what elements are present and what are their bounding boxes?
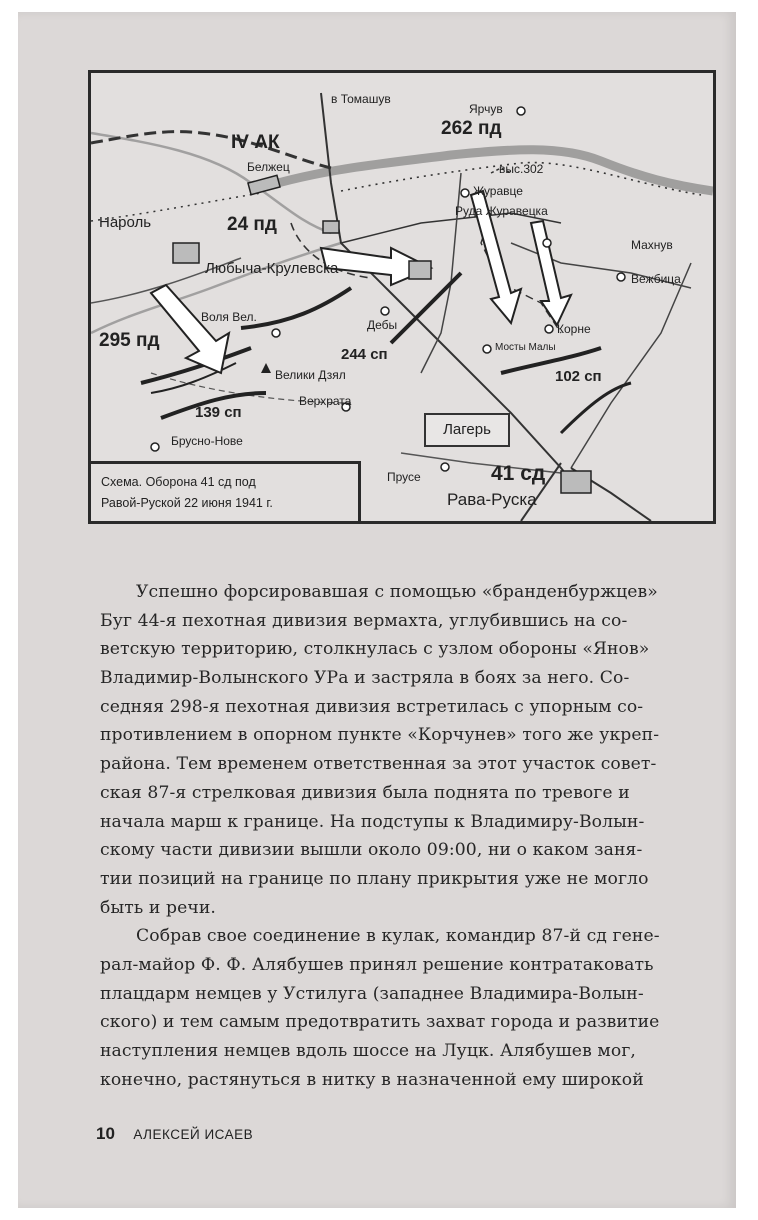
label-deby: Дебы — [367, 318, 398, 332]
text-line: начала марш к границе. На подступы к Владимиру-Волын- — [100, 811, 645, 832]
map-caption — [91, 461, 361, 521]
battle-map — [88, 70, 716, 524]
book-page — [18, 12, 736, 1208]
label-verkhrata: Верхрата — [299, 394, 352, 408]
label-narol: Нароль — [99, 214, 152, 231]
page-footer — [96, 1124, 253, 1144]
text-line: наступления немцев вдоль шоссе на Луцк. Алябушев мог, — [100, 1041, 636, 1061]
text-line: конечно, растянуться в нитку в назначенной ему широкой — [100, 1069, 644, 1090]
text-line: ветскую территорию, столкнулась с узлом обороны «Янов» — [100, 639, 650, 660]
label-295-pd: 295 пд — [99, 330, 160, 351]
running-head-author: АЛЕКСЕЙ ИСАЕВ — [133, 1127, 254, 1142]
text-line: ского) и тем самым предотвратить захват города и развитие — [100, 1012, 660, 1033]
label-iv-ak: IV АК — [231, 132, 280, 153]
label-vys302: выс.302 — [499, 162, 544, 176]
text-line: Собрав свое соединение в кулак, командир 87-й сд гене- — [136, 926, 660, 947]
label-brusno: Брусно-Нове — [171, 434, 243, 448]
text-line: скому части дивизии вышли около 09:00, ни о каком заня- — [100, 840, 643, 861]
text-line: района. Тем временем ответственная за этот участок совет- — [100, 754, 657, 775]
label-velyki: Велики Дзял — [275, 368, 346, 382]
label-mosty: Мосты Малы — [495, 342, 556, 353]
text-line: Буг 44-я пехотная дивизия вермахта, углубившись на со- — [100, 610, 628, 631]
text-line: быть и речи. — [100, 897, 216, 918]
camp-label: Лагерь — [424, 413, 510, 447]
text-line: ская 87-я стрелковая дивизия была поднята по тревоге и — [100, 782, 630, 803]
label-lyubycha: Любыча-Крулевска — [205, 260, 339, 277]
label-volya: Воля Вел. — [201, 310, 257, 324]
text-line: плацдарм немцев у Устилуга (западнее Владимира-Волын- — [100, 983, 644, 1004]
page-number: 10 — [96, 1124, 115, 1143]
map-caption-line1: Схема. Оборона 41 сд под — [101, 475, 256, 489]
label-41-sd: 41 сд — [491, 462, 546, 485]
label-ruda: Руда Журавецка — [455, 204, 548, 218]
text-line: Успешно форсировавшая с помощью «бранденбуржцев» — [136, 582, 658, 602]
label-24-pd: 24 пд — [227, 214, 277, 235]
label-139-sp: 139 сп — [195, 404, 242, 421]
body-text — [100, 578, 712, 1094]
label-vezhbitsa: Вежбица — [631, 272, 681, 286]
label-pruse: Прусе — [387, 470, 421, 484]
label-yarchuv: Ярчув — [469, 102, 503, 116]
label-rava: Рава-Руска — [447, 490, 537, 509]
label-262-pd: 262 пд — [441, 118, 502, 139]
text-line: тии позиций на границе по плану прикрытия уже не могло — [100, 868, 649, 889]
map-drawing — [91, 73, 713, 521]
label-tomashuv: в Томашув — [331, 92, 391, 106]
text-line: противлением в опорном пункте «Корчунев» того же укреп- — [100, 725, 660, 746]
label-zhuravtse: Журавце — [473, 184, 523, 198]
label-102-sp: 102 сп — [555, 368, 602, 385]
label-korne: Корне — [557, 322, 591, 336]
text-line: рал-майор Ф. Ф. Алябушев принял решение контратаковать — [100, 954, 654, 975]
map-caption-line2: Равой-Руской 22 июня 1941 г. — [101, 496, 273, 510]
label-belzhets: Белжец — [247, 160, 290, 174]
text-line: Владимир-Волынского УРа и застряла в боях за него. Со- — [100, 668, 630, 689]
label-makhnuv: Махнув — [631, 238, 673, 252]
label-244-sp: 244 сп — [341, 346, 388, 363]
text-line: седняя 298-я пехотная дивизия встретилась с упорным со- — [100, 696, 644, 717]
